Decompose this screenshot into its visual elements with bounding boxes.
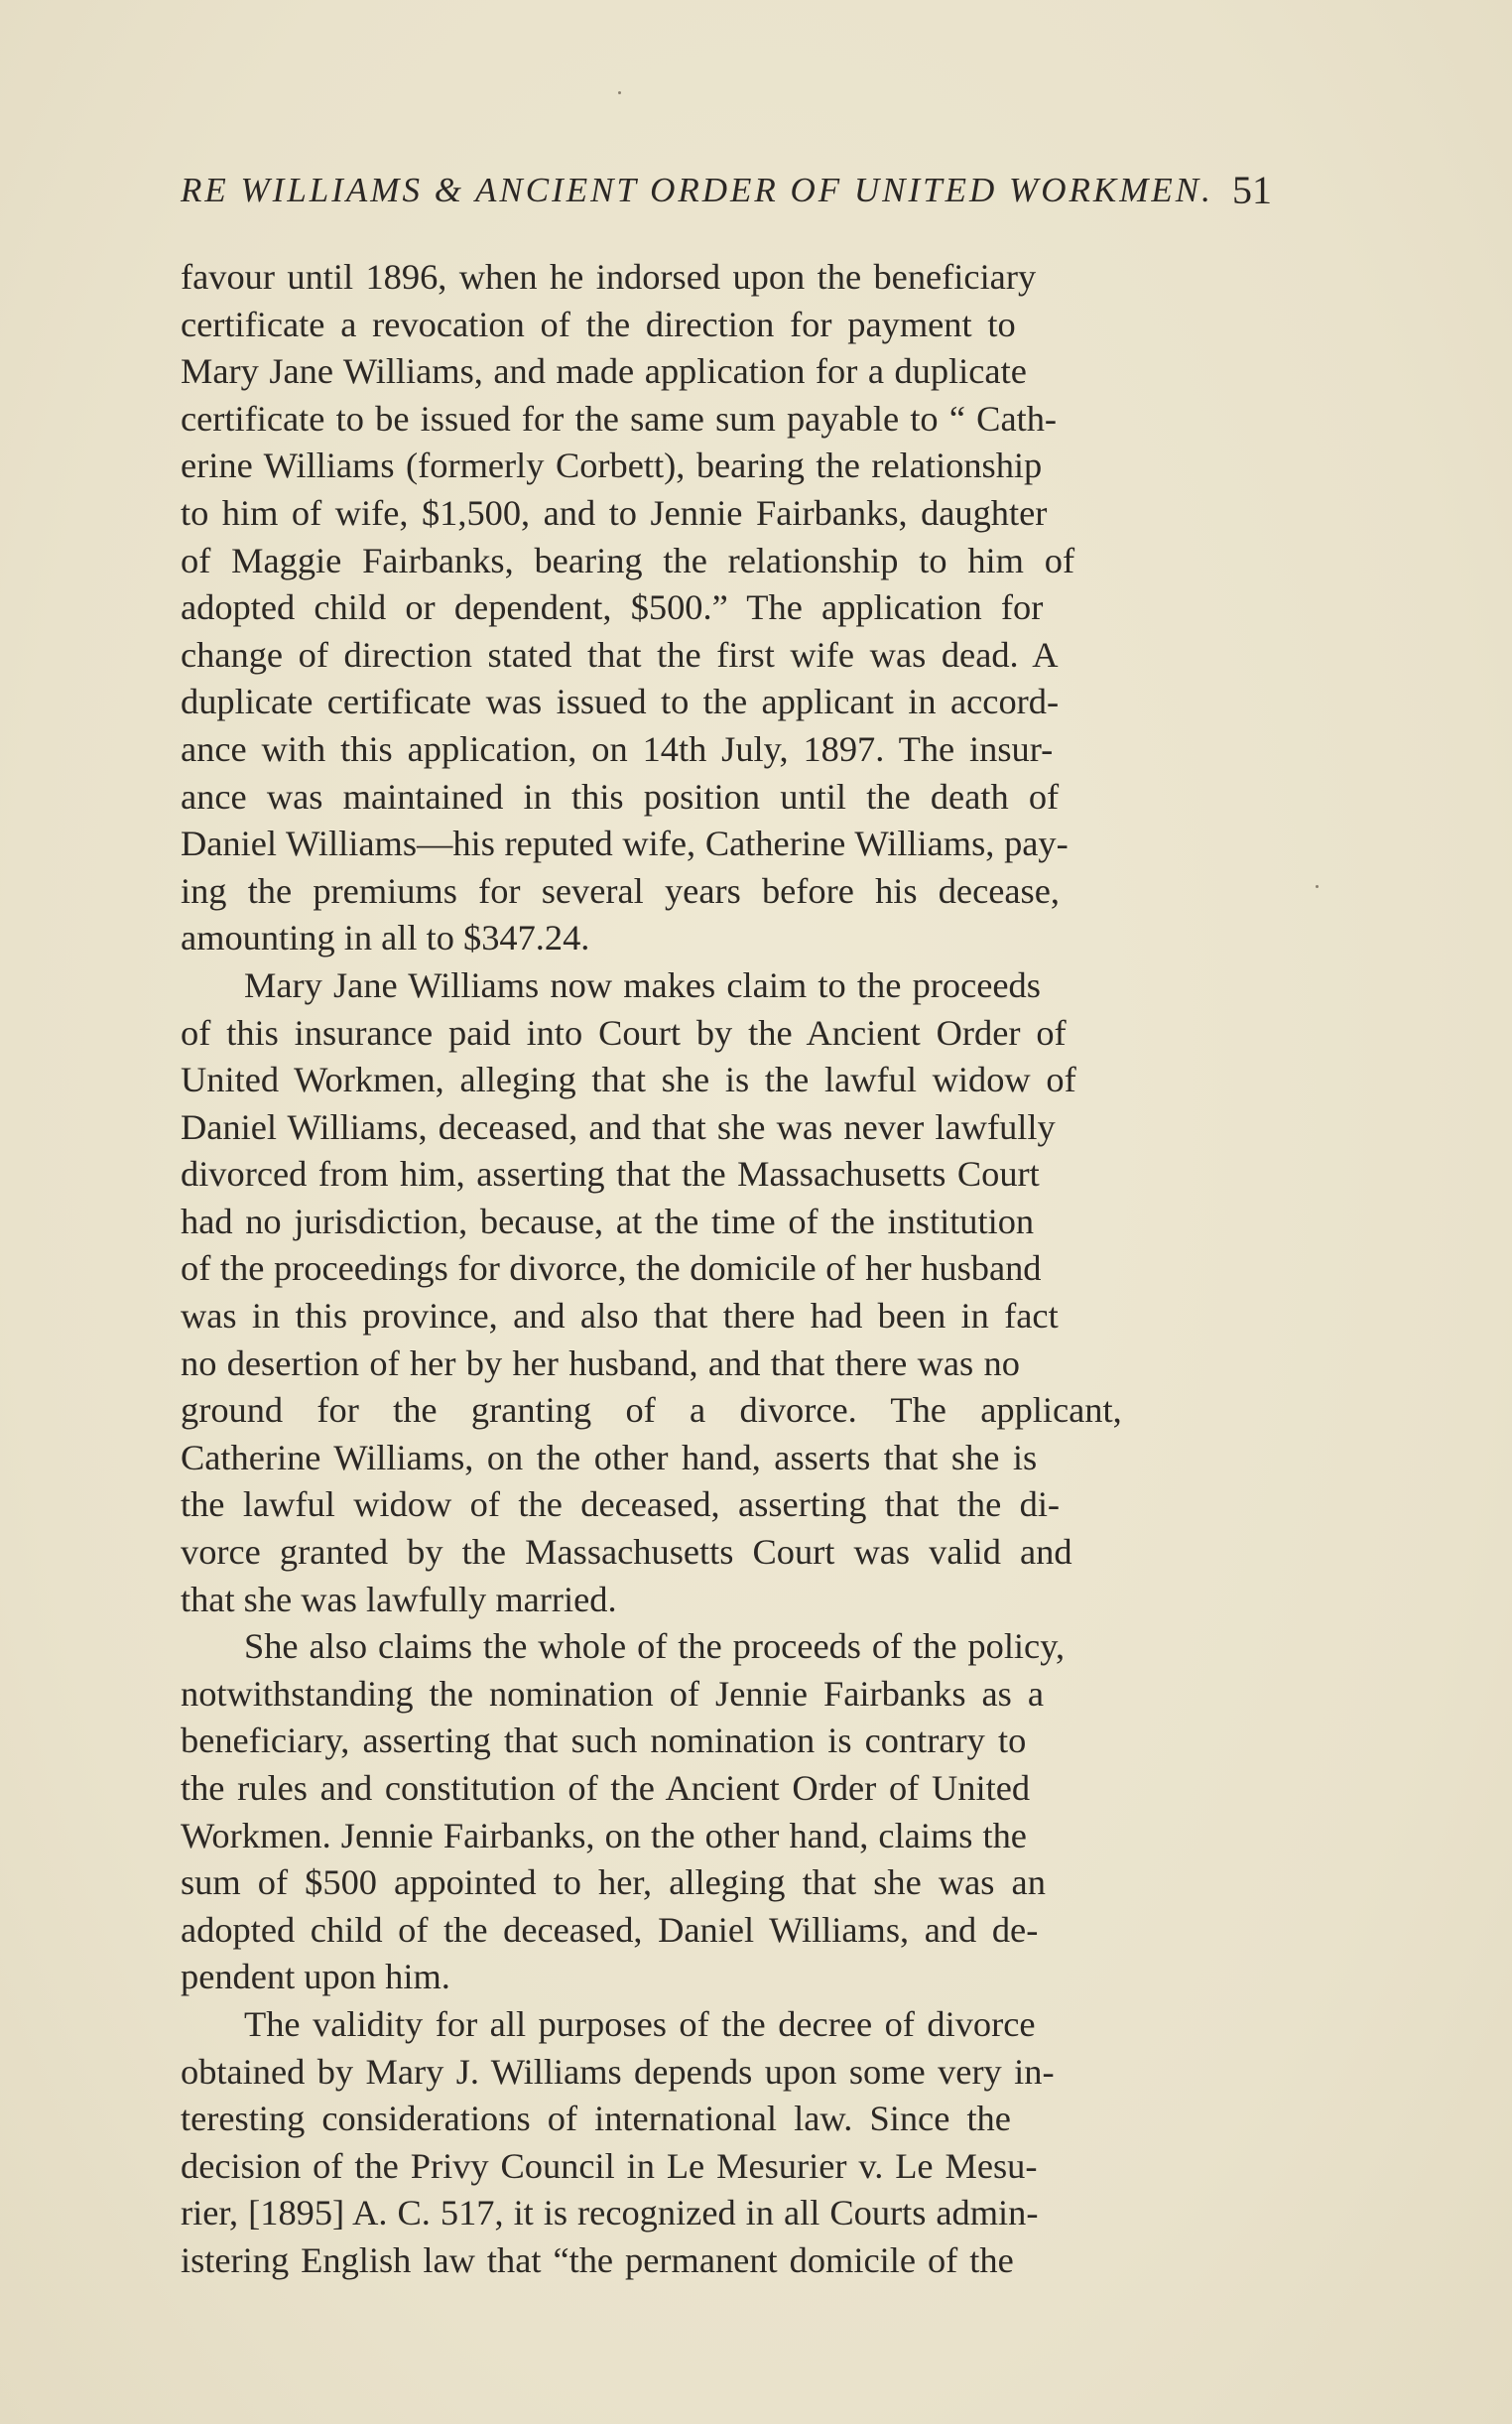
text-line: United Workmen, alleging that she is the lawful widow of: [181, 1060, 1076, 1100]
text-line: of the proceedings for divorce, the domicile of her husband: [181, 1248, 1042, 1289]
text-line: sum of $500 appointed to her, alleging that she was an: [181, 1862, 1046, 1903]
text-line: obtained by Mary J. Williams depends upon some very in-: [181, 2051, 1055, 2092]
text-line: Daniel Williams, deceased, and that she was never lawfully: [181, 1106, 1056, 1147]
text-line: ing the premiums for several years before his decease,: [181, 870, 1060, 911]
text-line: that she was lawfully married.: [181, 1579, 617, 1619]
text-line: decision of the Privy Council in Le Mesurier v. Le Mesu-: [181, 2145, 1038, 2186]
text-line: had no jurisdiction, because, at the time of the institution: [181, 1201, 1035, 1241]
text-line: certificate a revocation of the direction for payment to: [181, 304, 1016, 344]
page-header: [181, 168, 1272, 220]
text-line: adopted child of the deceased, Daniel Williams, and de-: [181, 1909, 1039, 1950]
text-line: was in this province, and also that there had been in fact: [181, 1296, 1059, 1337]
text-line: divorced from him, asserting that the Massachusetts Court: [181, 1154, 1040, 1195]
text-line: change of direction stated that the first wife was dead. A: [181, 634, 1059, 675]
text-line: the rules and constitution of the Ancient Order of United: [181, 1768, 1031, 1808]
text-line: Catherine Williams, on the other hand, asserts that she is: [181, 1437, 1038, 1477]
text-line: duplicate certificate was issued to the applicant in accord-: [181, 682, 1060, 722]
text-line: teresting considerations of international law. Since the: [181, 2099, 1011, 2139]
text-line: no desertion of her by her husband, and that there was no: [181, 1342, 1020, 1383]
text-line: favour until 1896, when he indorsed upon the beneficiary: [181, 257, 1037, 297]
text-line: notwithstanding the nomination of Jennie Fairbanks as a: [181, 1673, 1044, 1714]
text-line: vorce granted by the Massachusetts Court was valid and: [181, 1532, 1072, 1573]
text-line: certificate to be issued for the same sum payable to “ Cath-: [181, 398, 1058, 439]
text-line: rier, [1895] A. C. 517, it is recognized in all Courts admin-: [181, 2193, 1039, 2233]
text-line: ance with this application, on 14th July, 1897. The insur-: [181, 728, 1054, 769]
text-line: beneficiary, asserting that such nomination is contrary to: [181, 1721, 1027, 1761]
body-text: [181, 254, 1272, 2285]
text-line: istering English law that “the permanent domicile of the: [181, 2239, 1014, 2280]
text-line: Workmen. Jennie Fairbanks, on the other hand, claims the: [181, 1815, 1027, 1855]
text-line: to him of wife, $1,500, and to Jennie Fairbanks, daughter: [181, 492, 1048, 533]
text-line: She also claims the whole of the proceeds of the policy,: [244, 1626, 1066, 1667]
text-line: Mary Jane Williams now makes claim to the proceeds: [244, 964, 1041, 1005]
paper-speck: [1316, 885, 1319, 888]
text-line: ance was maintained in this position until the death of: [181, 776, 1060, 817]
page-number: 51: [1232, 168, 1272, 212]
text-line: erine Williams (formerly Corbett), bearing the relationship: [181, 446, 1043, 486]
text-line: the lawful widow of the deceased, asserting that the di-: [181, 1484, 1061, 1525]
text-line: amounting in all to $347.24.: [181, 918, 590, 958]
text-line: of this insurance paid into Court by the Ancient Order of: [181, 1012, 1067, 1053]
paper-speck: [618, 91, 621, 94]
text-line: of Maggie Fairbanks, bearing the relationship to him of: [181, 540, 1075, 580]
text-line: ground for the granting of a divorce. The applicant,: [181, 1390, 1122, 1431]
text-line: Mary Jane Williams, and made application for a duplicate: [181, 351, 1027, 392]
text-line: The validity for all purposes of the decree of divorce: [244, 2003, 1036, 2044]
running-head: RE WILLIAMS & ANCIENT ORDER OF UNITED WORKMEN.: [181, 171, 1213, 209]
text-line: pendent upon him.: [181, 1957, 450, 1997]
text-line: adopted child or dependent, $500.” The application for: [181, 587, 1044, 628]
text-line: Daniel Williams—his reputed wife, Catherine Williams, pay-: [181, 824, 1069, 864]
